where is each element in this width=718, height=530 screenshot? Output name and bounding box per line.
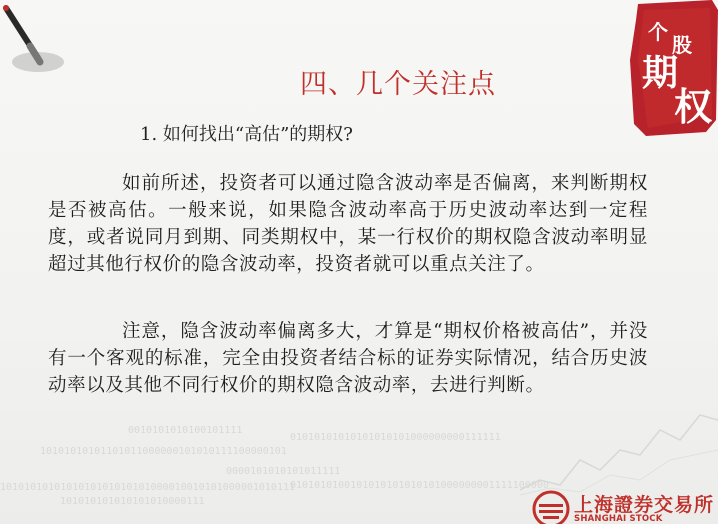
paragraph-1: 如前所述，投资者可以通过隐含波动率是否偏离，来判断期权是否被高估。一般来说，如果隐含波动率高于历史波动率达到一定程度，或者说同月到期、同类期权中，某一行权价的期权隐含波动率明显超过其他行权价的隐含波动率，投资者就可以重点关注了。 <box>48 173 648 275</box>
exchange-name-cn: 上海證券交易所 <box>574 494 715 516</box>
chart-watermark <box>520 400 718 500</box>
stamp-char-4: 权 <box>674 85 713 129</box>
stamp-logo <box>626 0 718 140</box>
bottom-bar <box>0 524 718 530</box>
slide: 个 股 期 权 四、几个关注点 1. 如何找出“高估”的期权? 如前所述，投资者可以通过隐含波动率是否偏离，来判断期权是否被高估。一般来说，如果隐含波动率高于历史波动率达到一定程度，或者说同月到期、同类期权中，某一行权价的期权隐含波动率明显超过其他行权价的隐含波动率，投资者就可以重点关注了。 注意，隐含波动率偏离多大，才算是“期权价格被高估”，并没有一个客观的标准，完全由投资者结合标的证券实际情况，结合历史波动率以及其他不同行权价的期权隐含波动率，去进行判断。 0010101010100101111 01010101010101010101000000000111111 10101010101101011000000101010111100000101 0000101010101011111 1010101010101010101010101000010010101000001010111 0101010100101010101010101000000001111100000 101010101010101010000111 上海證券交易所 SHANGHAI STOCK <box>0 0 718 530</box>
exchange-name-en: SHANGHAI STOCK <box>574 514 663 524</box>
slide-subtitle: 1. 如何找出“高估”的期权? <box>140 124 353 145</box>
stamp-char-2: 股 <box>672 33 692 57</box>
stamp-char-1: 个 <box>648 20 668 44</box>
exchange-emblem-icon <box>530 490 572 528</box>
stamp-char-3: 期 <box>642 53 679 94</box>
paragraph-2: 注意，隐含波动率偏离多大，才算是“期权价格被高估”，并没有一个客观的标准，完全由投资者结合标的证券实际情况，结合历史波动率以及其他不同行权价的期权隐含波动率，去进行判断。 <box>48 321 648 396</box>
slide-title: 四、几个关注点 <box>300 69 496 100</box>
brush-icon <box>0 0 70 80</box>
